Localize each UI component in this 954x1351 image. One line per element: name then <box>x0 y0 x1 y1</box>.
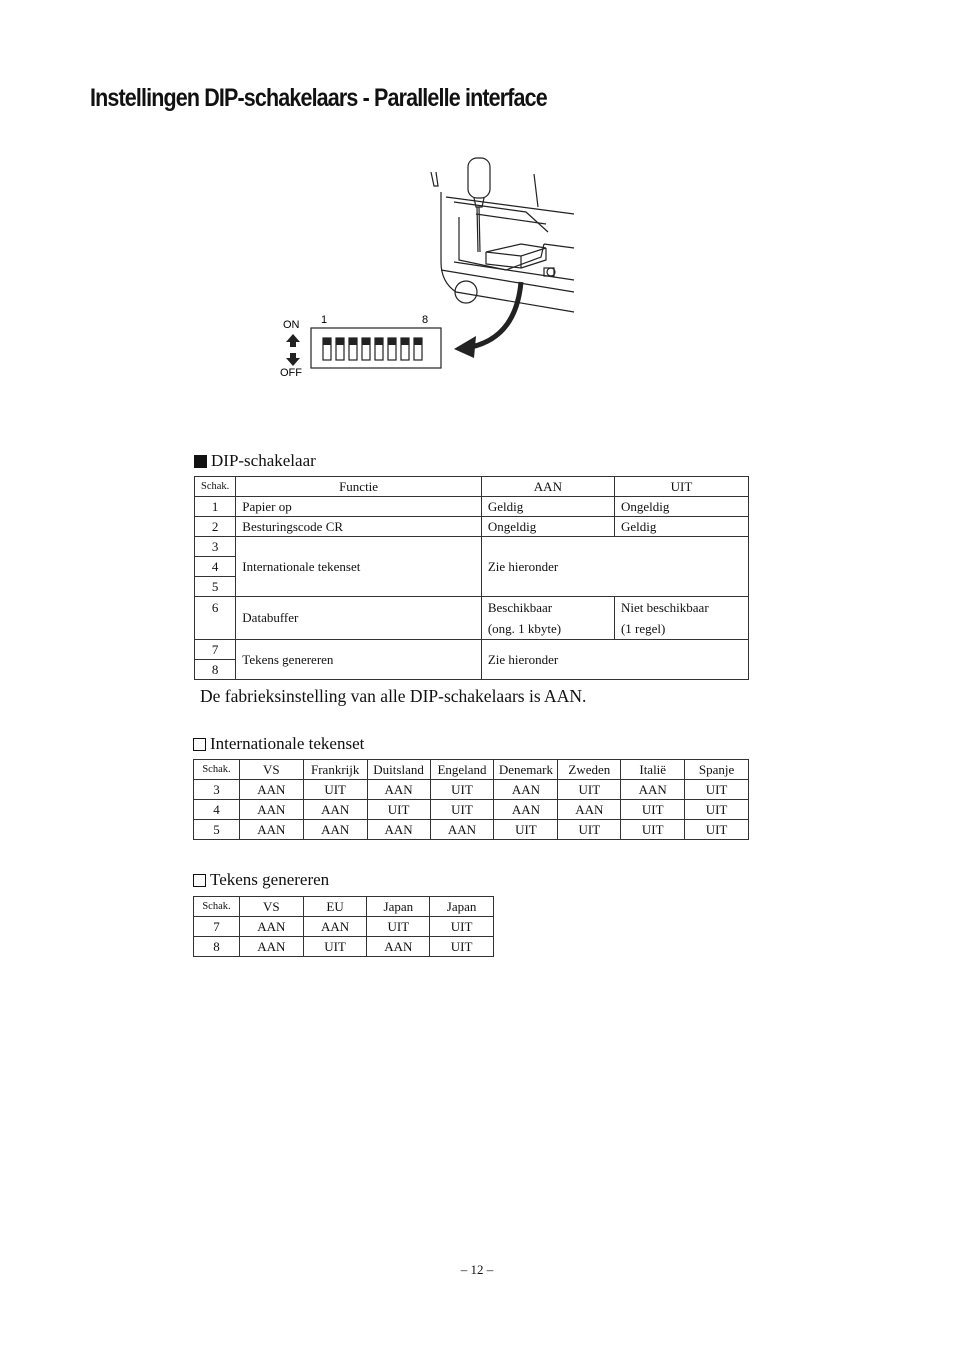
factory-setting-note: De fabrieksinstelling van alle DIP-schakelaars is AAN. <box>200 686 587 706</box>
table-cell: 8 <box>194 937 240 957</box>
off-line: Niet beschikbaar <box>620 600 709 615</box>
table-cell: AAN <box>430 820 494 840</box>
table-cell: UIT <box>685 820 749 840</box>
switch-1-label: 1 <box>321 314 328 326</box>
table-header-row <box>195 477 749 497</box>
table-row <box>194 800 749 820</box>
table-cell: UIT <box>685 800 749 820</box>
header-cell: AAN <box>481 477 614 497</box>
header-cell: Duitsland <box>367 760 430 780</box>
table-cell: AAN <box>303 820 367 840</box>
dip-switch-illustration <box>276 152 576 382</box>
table-cell: UIT <box>685 780 749 800</box>
table-cell: AAN <box>494 800 558 820</box>
gen-section-heading <box>193 870 329 890</box>
table-cell: UIT <box>430 800 494 820</box>
intl-section-heading <box>193 734 364 754</box>
off-cell: Ongeldig <box>614 497 748 517</box>
table-row <box>194 937 494 957</box>
intl-table <box>193 759 749 840</box>
table-cell: AAN <box>239 937 303 957</box>
header-cell: Spanje <box>685 760 749 780</box>
table-row <box>194 917 494 937</box>
page-number: – 12 – <box>460 1262 494 1277</box>
switch-number: 7 <box>195 640 236 660</box>
table-cell: AAN <box>239 917 303 937</box>
table-cell: UIT <box>367 917 430 937</box>
header-cell: Schak. <box>194 760 240 780</box>
table-header-row <box>194 897 494 917</box>
off-cell <box>614 597 748 640</box>
on-line: Beschikbaar <box>487 600 553 615</box>
header-cell: Frankrijk <box>303 760 367 780</box>
function-cell: Internationale tekenset <box>236 537 482 597</box>
switch-number: 4 <box>195 557 236 577</box>
table-cell: UIT <box>558 780 621 800</box>
off-cell: Geldig <box>614 517 748 537</box>
filled-square-icon <box>194 455 207 468</box>
header-cell: EU <box>303 897 367 917</box>
table-cell: UIT <box>430 917 494 937</box>
table-cell: AAN <box>239 800 303 820</box>
switch-number: 1 <box>195 497 236 517</box>
on-cell: Geldig <box>481 497 614 517</box>
table-cell: 5 <box>194 820 240 840</box>
table-cell: UIT <box>430 937 494 957</box>
function-cell: Tekens genereren <box>236 640 482 680</box>
table-cell: AAN <box>239 780 303 800</box>
table-row <box>195 497 749 517</box>
table-cell: AAN <box>621 780 685 800</box>
dip-section-heading <box>194 451 316 471</box>
table-header-row <box>194 760 749 780</box>
on-cell: Zie hieronder <box>481 537 748 597</box>
on-line: (ong. 1 kbyte) <box>487 621 562 636</box>
table-cell: AAN <box>494 780 558 800</box>
table-row <box>195 517 749 537</box>
on-cell: Zie hieronder <box>481 640 748 680</box>
table-cell: AAN <box>303 800 367 820</box>
switch-8-label: 8 <box>422 314 429 326</box>
dip-table <box>194 476 749 680</box>
header-cell: UIT <box>614 477 748 497</box>
table-row <box>195 640 749 660</box>
header-cell: Functie <box>236 477 482 497</box>
table-row <box>194 780 749 800</box>
table-cell: AAN <box>303 917 367 937</box>
table-cell: UIT <box>494 820 558 840</box>
gen-heading-text: Tekens genereren <box>210 870 330 889</box>
table-row <box>195 537 749 557</box>
header-cell: Engeland <box>430 760 494 780</box>
function-cell: Papier op <box>236 497 482 517</box>
header-cell: Japan <box>367 897 430 917</box>
header-cell: Denemark <box>494 760 558 780</box>
table-cell: UIT <box>558 820 621 840</box>
header-cell: Schak. <box>194 897 240 917</box>
page-title: Instellingen DIP-schakelaars - Parallelle interface <box>90 84 547 112</box>
on-cell <box>481 597 614 640</box>
table-cell: UIT <box>621 800 685 820</box>
table-cell: AAN <box>367 820 430 840</box>
header-cell: Italië <box>621 760 685 780</box>
table-cell: UIT <box>303 937 367 957</box>
switch-number: 3 <box>195 537 236 557</box>
table-cell: 7 <box>194 917 240 937</box>
table-cell: AAN <box>558 800 621 820</box>
switch-number: 2 <box>195 517 236 537</box>
header-cell: Zweden <box>558 760 621 780</box>
table-cell: UIT <box>303 780 367 800</box>
header-cell: Schak. <box>195 477 236 497</box>
dip-heading-text: DIP-schakelaar <box>211 451 316 470</box>
function-cell: Databuffer <box>236 597 482 640</box>
switch-number: 6 <box>195 597 236 640</box>
intl-heading-text: Internationale tekenset <box>210 734 365 753</box>
on-label: ON <box>283 319 300 331</box>
table-cell: AAN <box>239 820 303 840</box>
header-cell: VS <box>239 760 303 780</box>
table-cell: UIT <box>367 800 430 820</box>
table-cell: 3 <box>194 780 240 800</box>
empty-square-icon <box>193 738 206 751</box>
table-cell: UIT <box>430 780 494 800</box>
table-row <box>195 597 749 640</box>
table-row <box>194 820 749 840</box>
off-line: (1 regel) <box>620 621 666 636</box>
table-cell: AAN <box>367 780 430 800</box>
switch-number: 8 <box>195 660 236 680</box>
table-cell: AAN <box>367 937 430 957</box>
header-cell: Japan <box>430 897 494 917</box>
function-cell: Besturingscode CR <box>236 517 482 537</box>
table-cell: 4 <box>194 800 240 820</box>
table-cell: UIT <box>621 820 685 840</box>
off-label: OFF <box>280 367 302 379</box>
switch-number: 5 <box>195 577 236 597</box>
on-cell: Ongeldig <box>481 517 614 537</box>
empty-square-icon <box>193 874 206 887</box>
header-cell: VS <box>239 897 303 917</box>
gen-table <box>193 896 494 957</box>
